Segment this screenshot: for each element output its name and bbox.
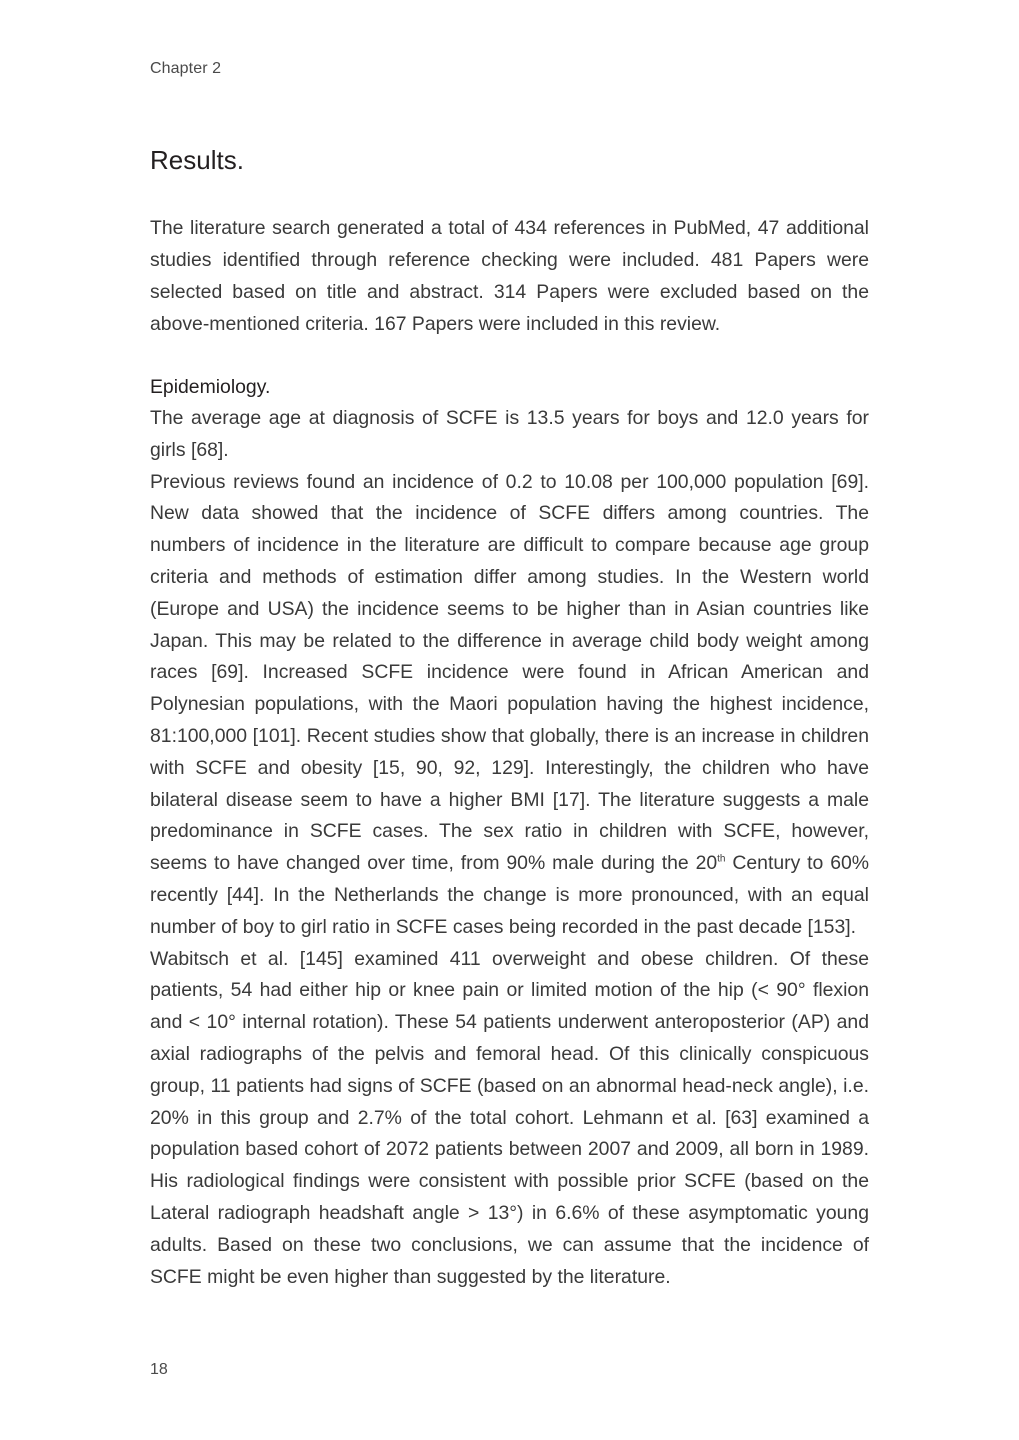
epidemiology-body [150,403,869,1293]
section-title: Results. [150,145,244,175]
epidemiology-paragraph-1: The average age at diagnosis of SCFE is 13.5 years for boys and 12.0 years for girls [68]. [150,407,869,461]
running-head: Chapter 2 [150,60,222,77]
intro-paragraph: The literature search generated a total of 434 references in PubMed, 47 additional studies identified through reference checking were included. 481 Papers were selected based on title and abstract. 314 Papers were excluded based on the above-mentioned criteria. 167 Papers were included in this review. [150,217,869,335]
epidemiology-paragraph-2-text-end: Century to 60% recently [44]. In the Netherlands the change is more pronounced, with an equal number of boy to girl ratio in SCFE cases being recorded in the past decade [153]. [150,852,870,938]
epidemiology-paragraph-2-text-start: Previous reviews found an incidence of 0.2 to 10.08 per 100,000 population [69]. New data showed that the incidence of SCFE differs among countries. The numbers of incidence in the literature are difficult to compare because age group criteria and methods of estimation differ among studies. In the Western world (Europe and USA) the incidence seems to be higher than in Asian countries like Japan. This may be related to the difference in average child body weight among races [69]. Increased SCFE incidence were found in African American and Polynesian populations, with the Maori population having the highest incidence, 81:100,000 [101]. Recent studies show that globally, there is an increase in children with SCFE and obesity [15, 90, 92, 129]. Interestingly, the children who have bilateral disease seem to have a higher BMI [17]. The literature suggests a male predominance in SCFE cases. The sex ratio in children with SCFE, however, seems to have changed over time, from 90% male during the 20 [150,470,869,875]
page-number: 18 [150,1361,168,1378]
epidemiology-paragraph-3: Wabitsch et al. [145] examined 411 overweight and obese children. Of these patients, 54 had either hip or knee pain or limited motion of the hip (< 90° flexion and < 10° internal rotation). These 54 patients underwent anteroposterior (AP) and axial radiographs of the pelvis and femoral head. Of this clinically conspicuous group, 11 patients had signs of SCFE (based on an abnormal head-neck angle), i.e. 20% in this group and 2.7% of the total cohort. Lehmann et al. [63] examined a population based cohort of 2072 patients between 2007 and 2009, all born in 1989. His radiological findings were consistent with possible prior SCFE (based on the Lateral radiograph headshaft angle > 13°) in 6.6% of these asymptomatic young adults. Based on these two conclusions, we can assume that the incidence of SCFE might be even higher than suggested by the literature. [150,947,869,1288]
epidemiology-paragraph-2 [150,467,869,944]
epidemiology-heading: Epidemiology. [150,376,271,398]
ordinal-superscript: th [717,853,726,865]
